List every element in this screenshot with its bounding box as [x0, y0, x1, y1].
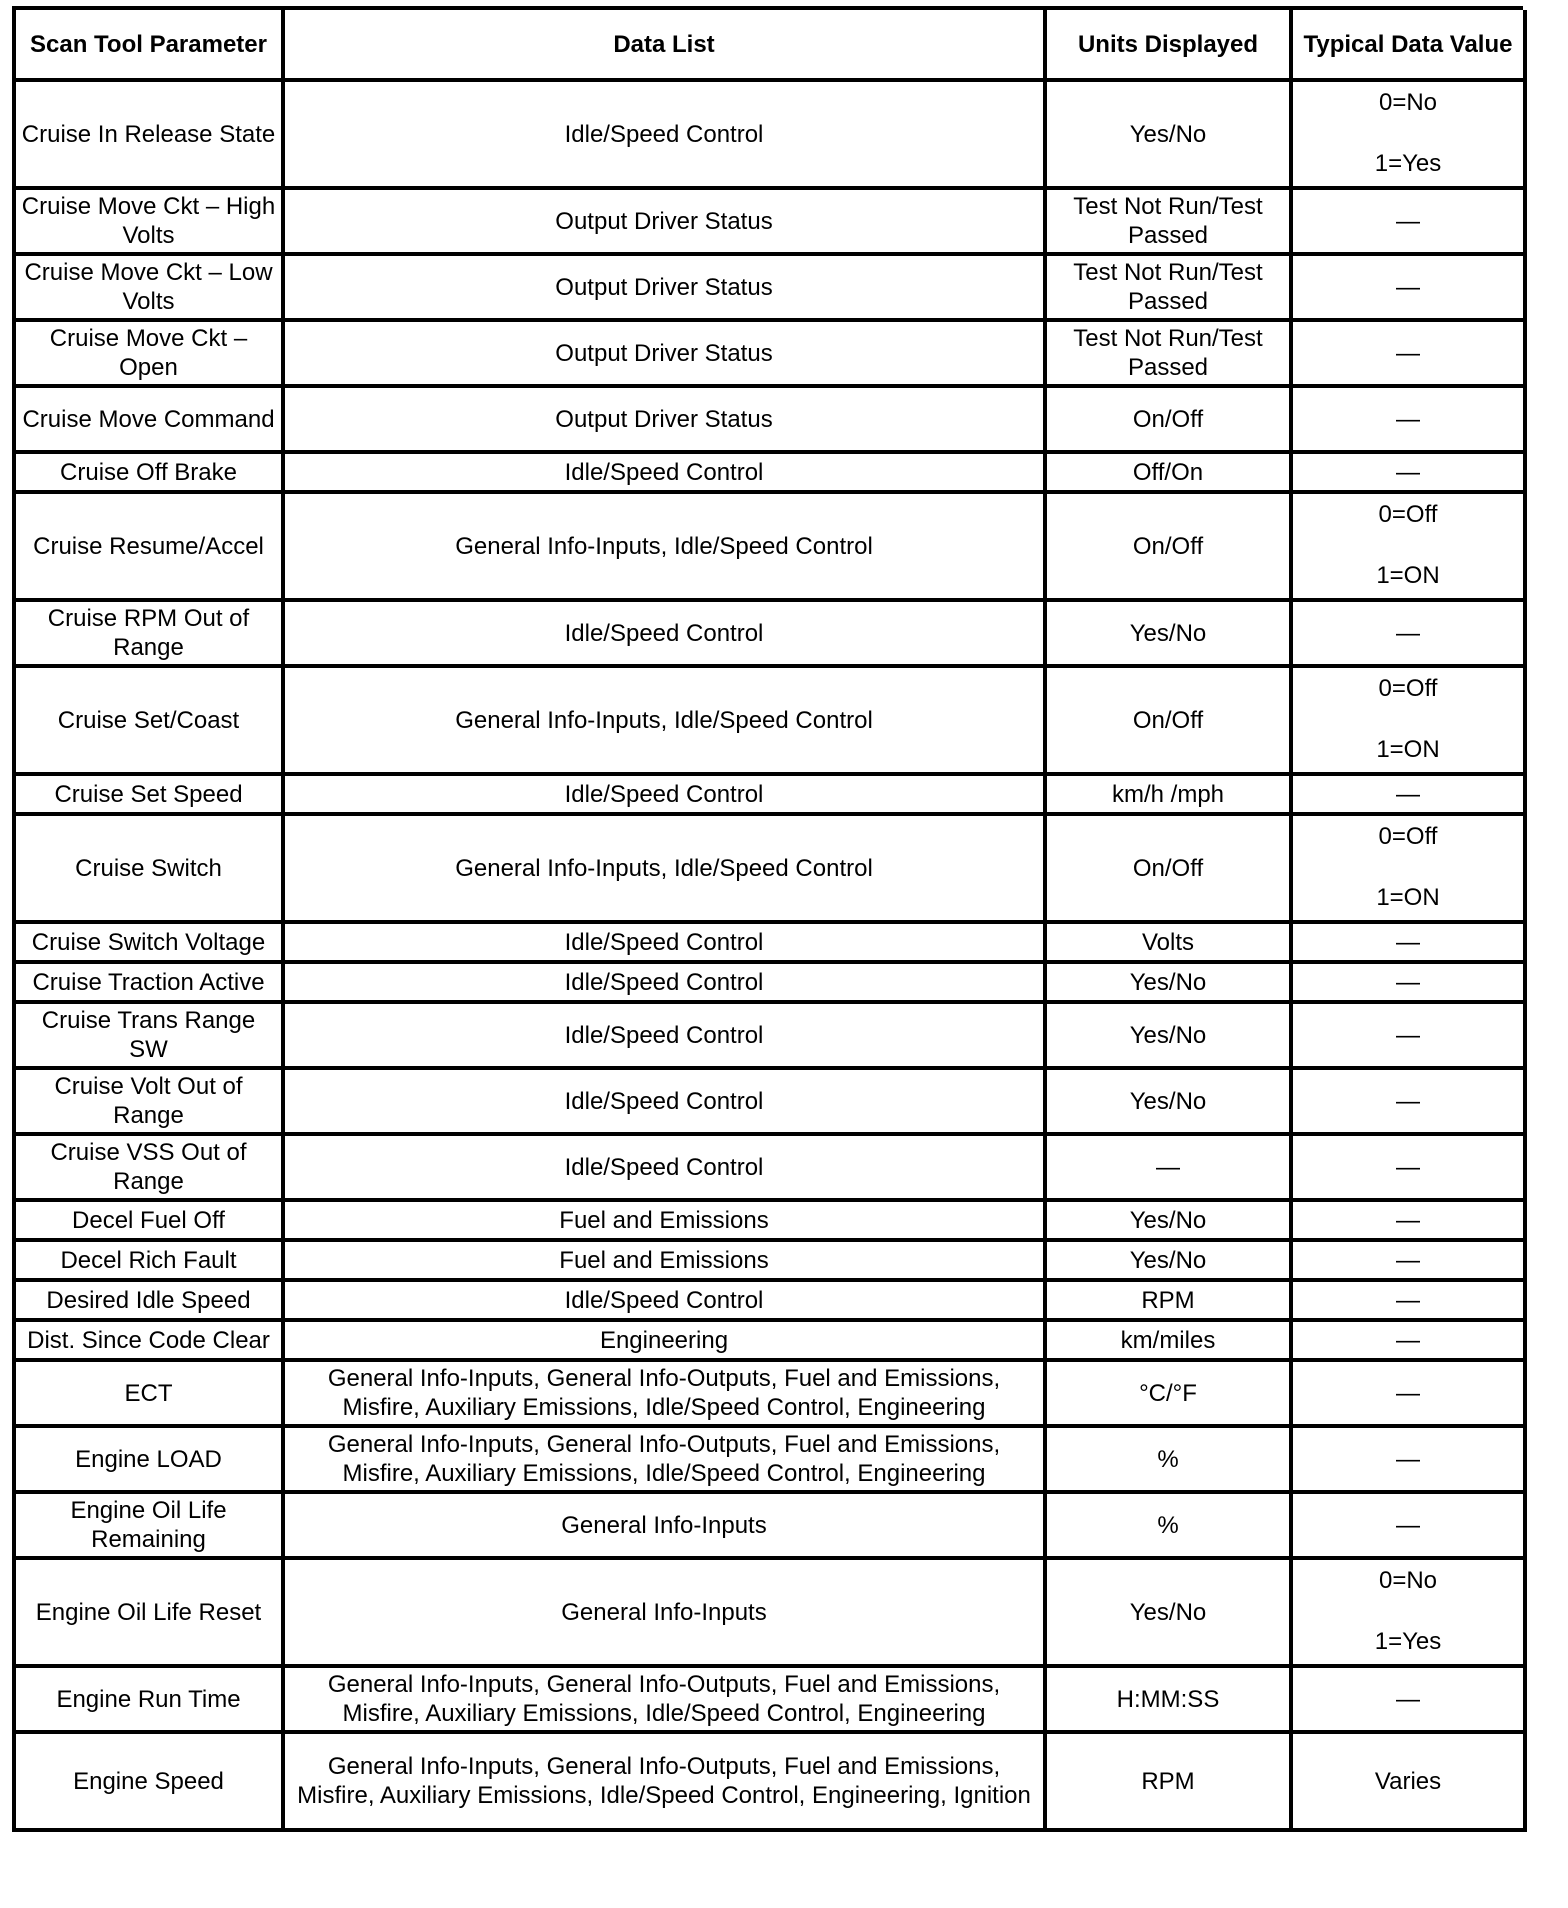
cell-data-list: Idle/Speed Control	[285, 1136, 1047, 1202]
cell-units: Volts	[1047, 924, 1293, 964]
cell-typical-value	[1293, 1202, 1527, 1242]
cell-data-list: Output Driver Status	[285, 322, 1047, 388]
cell-units: Test Not Run/Test Passed	[1047, 322, 1293, 388]
cell-typical-value	[1293, 776, 1527, 816]
cell-parameter: Engine Run Time	[16, 1668, 285, 1734]
cell-parameter: Cruise VSS Out of Range	[16, 1136, 285, 1202]
cell-typical-value	[1293, 602, 1527, 668]
cell-units: H:MM:SS	[1047, 1668, 1293, 1734]
header-units-displayed: Units Displayed	[1047, 10, 1293, 82]
cell-units: RPM	[1047, 1282, 1293, 1322]
cell-units: Off/On	[1047, 454, 1293, 494]
typical-value-line: Varies	[1374, 1767, 1442, 1795]
cell-units: Yes/No	[1047, 602, 1293, 668]
cell-typical-value	[1293, 454, 1527, 494]
typical-value-line: 0=No	[1378, 89, 1438, 116]
typical-value-line: 1=ON	[1376, 736, 1440, 763]
cell-parameter: Engine Speed	[16, 1734, 285, 1832]
cell-data-list: Fuel and Emissions	[285, 1202, 1047, 1242]
typical-value-line: —	[1396, 1087, 1420, 1115]
cell-parameter: Cruise Volt Out of Range	[16, 1070, 285, 1136]
cell-data-list: Idle/Speed Control	[285, 1282, 1047, 1322]
cell-data-list: Fuel and Emissions	[285, 1242, 1047, 1282]
cell-units: km/miles	[1047, 1322, 1293, 1362]
cell-typical-value	[1293, 1494, 1527, 1560]
cell-data-list: Idle/Speed Control	[285, 1004, 1047, 1070]
cell-typical-value	[1293, 668, 1527, 776]
cell-units: Yes/No	[1047, 1070, 1293, 1136]
cell-units: Yes/No	[1047, 1004, 1293, 1070]
cell-parameter: Cruise Trans Range SW	[16, 1004, 285, 1070]
typical-value-line: —	[1396, 780, 1420, 808]
cell-parameter: Cruise Move Ckt – High Volts	[16, 190, 285, 256]
cell-parameter: Cruise Move Ckt – Low Volts	[16, 256, 285, 322]
cell-parameter: Cruise Traction Active	[16, 964, 285, 1004]
cell-parameter: Decel Fuel Off	[16, 1202, 285, 1242]
cell-data-list: General Info-Inputs, General Info-Outputs, Fuel and Emissions, Misfire, Auxiliary Emissions, Idle/Speed Control, Engineering	[285, 1362, 1047, 1428]
cell-data-list: Idle/Speed Control	[285, 964, 1047, 1004]
cell-units: On/Off	[1047, 388, 1293, 454]
cell-units: On/Off	[1047, 668, 1293, 776]
cell-typical-value	[1293, 1428, 1527, 1494]
cell-units: Yes/No	[1047, 82, 1293, 190]
cell-units: Yes/No	[1047, 1202, 1293, 1242]
typical-value-line: 0=Off	[1378, 823, 1438, 850]
cell-data-list: Idle/Speed Control	[285, 602, 1047, 668]
typical-value-line: —	[1396, 1379, 1420, 1407]
typical-value-line: 0=Off	[1378, 501, 1438, 528]
cell-data-list: Idle/Speed Control	[285, 776, 1047, 816]
cell-parameter: Cruise Set Speed	[16, 776, 285, 816]
cell-units: Yes/No	[1047, 964, 1293, 1004]
cell-typical-value	[1293, 82, 1527, 190]
cell-data-list: Idle/Speed Control	[285, 454, 1047, 494]
cell-units: %	[1047, 1428, 1293, 1494]
cell-data-list: General Info-Inputs, General Info-Outputs, Fuel and Emissions, Misfire, Auxiliary Emissions, Idle/Speed Control, Engineering	[285, 1668, 1047, 1734]
cell-units: RPM	[1047, 1734, 1293, 1832]
cell-data-list: General Info-Inputs, Idle/Speed Control	[285, 816, 1047, 924]
typical-value-line: —	[1396, 405, 1420, 433]
typical-value-line: —	[1396, 1685, 1420, 1713]
typical-value-line: 1=Yes	[1374, 1628, 1442, 1655]
typical-value-line: —	[1396, 968, 1420, 996]
cell-typical-value	[1293, 816, 1527, 924]
typical-value-line: 1=Yes	[1374, 150, 1442, 177]
cell-typical-value	[1293, 1668, 1527, 1734]
cell-data-list: Output Driver Status	[285, 190, 1047, 256]
cell-data-list: General Info-Inputs, General Info-Outputs, Fuel and Emissions, Misfire, Auxiliary Emissions, Idle/Speed Control, Engineering	[285, 1428, 1047, 1494]
cell-units: On/Off	[1047, 494, 1293, 602]
typical-value-line: 1=ON	[1376, 884, 1440, 911]
typical-value-line: —	[1396, 458, 1420, 486]
typical-value-line: —	[1396, 619, 1420, 647]
cell-typical-value	[1293, 256, 1527, 322]
cell-typical-value	[1293, 1560, 1527, 1668]
cell-parameter: Cruise Off Brake	[16, 454, 285, 494]
cell-parameter: Desired Idle Speed	[16, 1282, 285, 1322]
cell-data-list: Idle/Speed Control	[285, 924, 1047, 964]
cell-parameter: Engine Oil Life Remaining	[16, 1494, 285, 1560]
cell-data-list: Idle/Speed Control	[285, 82, 1047, 190]
cell-parameter: Cruise Move Command	[16, 388, 285, 454]
typical-value-line: —	[1396, 1326, 1420, 1354]
cell-units: Test Not Run/Test Passed	[1047, 256, 1293, 322]
cell-parameter: Cruise Set/Coast	[16, 668, 285, 776]
cell-typical-value	[1293, 322, 1527, 388]
header-data-list: Data List	[285, 10, 1047, 82]
cell-data-list: Idle/Speed Control	[285, 1070, 1047, 1136]
cell-typical-value	[1293, 964, 1527, 1004]
cell-typical-value	[1293, 1362, 1527, 1428]
typical-value-line: —	[1396, 1021, 1420, 1049]
cell-units: °C/°F	[1047, 1362, 1293, 1428]
typical-value-line: —	[1396, 1286, 1420, 1314]
cell-typical-value	[1293, 190, 1527, 256]
typical-value-line: 1=ON	[1376, 562, 1440, 589]
cell-typical-value	[1293, 1136, 1527, 1202]
cell-units: %	[1047, 1494, 1293, 1560]
cell-data-list: General Info-Inputs, Idle/Speed Control	[285, 494, 1047, 602]
cell-parameter: Dist. Since Code Clear	[16, 1322, 285, 1362]
cell-parameter: Engine LOAD	[16, 1428, 285, 1494]
cell-data-list: General Info-Inputs, General Info-Outputs, Fuel and Emissions, Misfire, Auxiliary Emissions, Idle/Speed Control, Engineering, Ignition	[285, 1734, 1047, 1832]
cell-units: —	[1047, 1136, 1293, 1202]
cell-parameter: Cruise Switch Voltage	[16, 924, 285, 964]
cell-units: Test Not Run/Test Passed	[1047, 190, 1293, 256]
cell-data-list: General Info-Inputs	[285, 1560, 1047, 1668]
cell-units: Yes/No	[1047, 1242, 1293, 1282]
cell-data-list: Output Driver Status	[285, 388, 1047, 454]
cell-typical-value	[1293, 1282, 1527, 1322]
cell-data-list: Engineering	[285, 1322, 1047, 1362]
typical-value-line: —	[1396, 1206, 1420, 1234]
cell-parameter: Cruise Resume/Accel	[16, 494, 285, 602]
cell-units: Yes/No	[1047, 1560, 1293, 1668]
typical-value-line: 0=No	[1378, 1567, 1438, 1594]
typical-value-line: —	[1396, 1153, 1420, 1181]
scan-tool-parameter-table	[12, 6, 1523, 1832]
typical-value-line: —	[1396, 207, 1420, 235]
typical-value-line: —	[1396, 273, 1420, 301]
header-scan-tool-parameter: Scan Tool Parameter	[16, 10, 285, 82]
header-typical-data-value: Typical Data Value	[1293, 10, 1527, 82]
cell-parameter: ECT	[16, 1362, 285, 1428]
typical-value-line: —	[1396, 1445, 1420, 1473]
cell-typical-value	[1293, 1070, 1527, 1136]
typical-value-line: —	[1396, 1246, 1420, 1274]
cell-data-list: General Info-Inputs	[285, 1494, 1047, 1560]
cell-units: On/Off	[1047, 816, 1293, 924]
cell-typical-value	[1293, 1734, 1527, 1832]
typical-value-line: —	[1396, 339, 1420, 367]
cell-parameter: Engine Oil Life Reset	[16, 1560, 285, 1668]
cell-typical-value	[1293, 494, 1527, 602]
cell-parameter: Cruise Move Ckt – Open	[16, 322, 285, 388]
typical-value-line: —	[1396, 1511, 1420, 1539]
cell-parameter: Cruise Switch	[16, 816, 285, 924]
cell-units: km/h /mph	[1047, 776, 1293, 816]
cell-typical-value	[1293, 924, 1527, 964]
cell-typical-value	[1293, 388, 1527, 454]
cell-typical-value	[1293, 1322, 1527, 1362]
cell-typical-value	[1293, 1242, 1527, 1282]
cell-parameter: Cruise RPM Out of Range	[16, 602, 285, 668]
typical-value-line: 0=Off	[1378, 675, 1438, 702]
cell-data-list: Output Driver Status	[285, 256, 1047, 322]
cell-parameter: Decel Rich Fault	[16, 1242, 285, 1282]
cell-data-list: General Info-Inputs, Idle/Speed Control	[285, 668, 1047, 776]
cell-typical-value	[1293, 1004, 1527, 1070]
typical-value-line: —	[1396, 928, 1420, 956]
cell-parameter: Cruise In Release State	[16, 82, 285, 190]
